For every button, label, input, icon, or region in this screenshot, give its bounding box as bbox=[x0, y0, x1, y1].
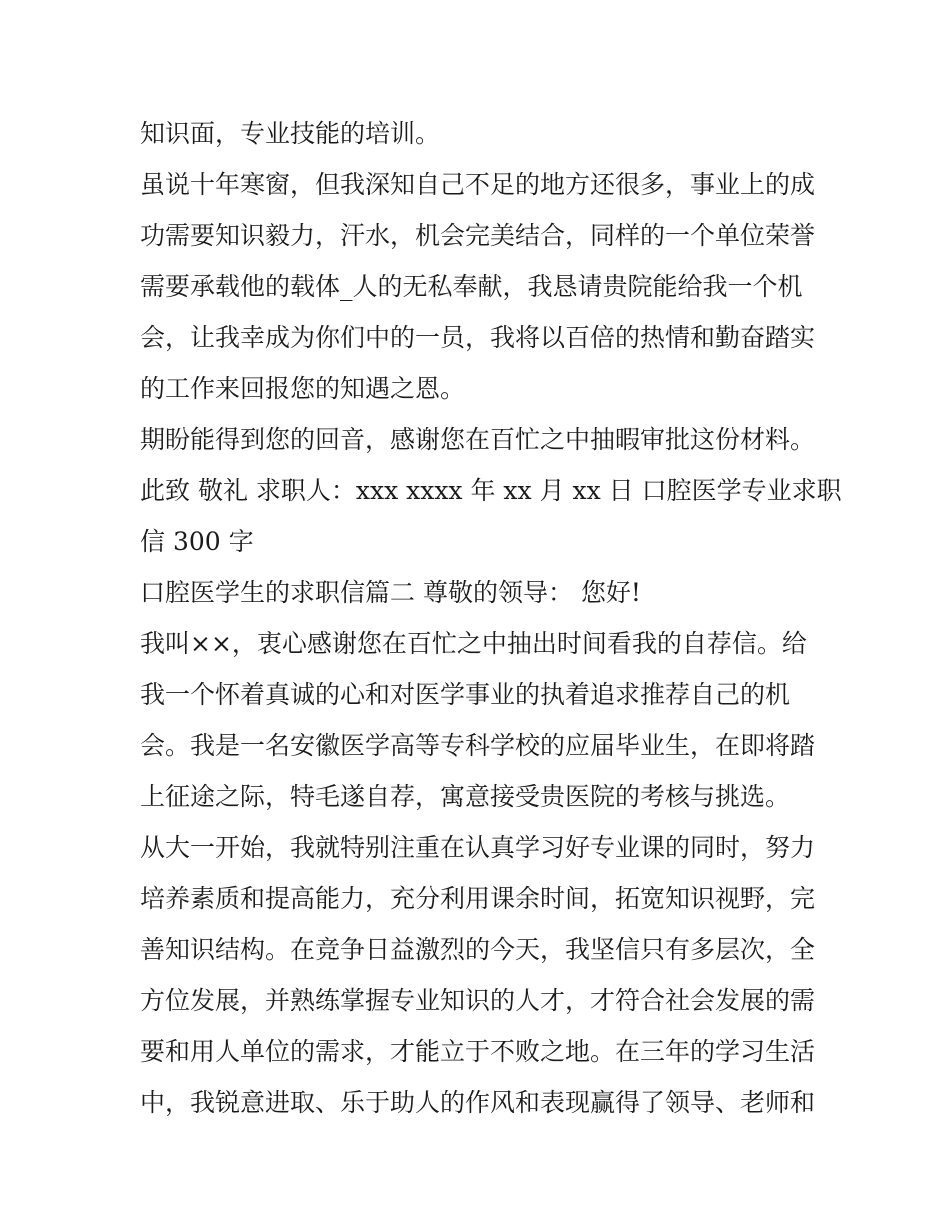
text-line: 需要承载他的载体_人的无私奉献，我恳请贵院能给我一个机 bbox=[140, 272, 803, 301]
text-line: 口腔医学生的求职信篇二 尊敬的领导： 您好! bbox=[140, 578, 641, 607]
text-line: 从大一开始，我就特别注重在认真学习好专业课的同时，努力 bbox=[140, 833, 816, 862]
document-page bbox=[140, 108, 842, 1128]
text-line: 上征途之际，特毛遂自荐，寓意接受贵医院的考核与挑选。 bbox=[140, 782, 791, 811]
text-line: 此致 敬礼 求职人：xxx xxxx 年 xx 月 xx 日 口腔医学专业求职 bbox=[140, 476, 842, 505]
text-line: 要和用人单位的需求，才能立于不败之地。在三年的学习生活 bbox=[140, 1037, 816, 1066]
text-line: 我一个怀着真诚的心和对医学事业的执着追求推荐自己的机 bbox=[140, 680, 791, 709]
text-line: 中，我锐意进取、乐于助人的作风和表现赢得了领导、老师和 bbox=[140, 1088, 816, 1117]
text-line: 我叫××，衷心感谢您在百忙之中抽出时间看我的自荐信。给 bbox=[140, 629, 807, 658]
text-line: 培养素质和提高能力，充分利用课余时间，拓宽知识视野，完 bbox=[140, 884, 816, 913]
text-line: 善知识结构。在竞争日益激烈的今天，我坚信只有多层次，全 bbox=[140, 935, 816, 964]
text-line: 知识面，专业技能的培训。 bbox=[140, 119, 441, 148]
text-line: 功需要知识毅力，汗水，机会完美结合，同样的一个单位荣誉 bbox=[140, 221, 816, 250]
text-line: 虽说十年寒窗，但我深知自己不足的地方还很多，事业上的成 bbox=[140, 170, 816, 199]
text-line: 方位发展，并熟练掌握专业知识的人才，才符合社会发展的需 bbox=[140, 986, 816, 1015]
text-line: 信 300 字 bbox=[140, 527, 254, 556]
text-line: 的工作来回报您的知遇之恩。 bbox=[140, 374, 466, 403]
text-line: 期盼能得到您的回音，感谢您在百忙之中抽暇审批这份材料。 bbox=[140, 425, 816, 454]
text-line: 会。我是一名安徽医学高等专科学校的应届毕业生，在即将踏 bbox=[140, 731, 816, 760]
text-line: 会，让我幸成为你们中的一员，我将以百倍的热情和勤奋踏实 bbox=[140, 323, 816, 352]
